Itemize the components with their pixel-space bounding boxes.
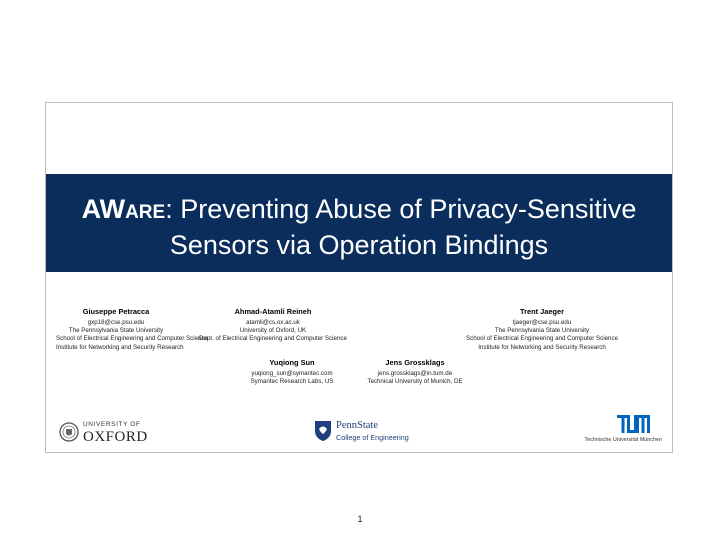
author-affiliation: Institute for Networking and Security Research [56,343,184,351]
author-email: yuqiong_sun@symantec.com [251,370,333,377]
author-email: jens.grossklags@in.tum.de [377,370,453,377]
author-email: atamli@cs.ox.ac.uk [246,319,300,326]
author-affiliation: Technical University of Munich, DE [367,378,463,386]
tum-logo: Technische Universität München [576,415,662,447]
author-grossklags: Jens Grossklags jens.grossklags@in.tum.de Technical University of Munich, DE [355,358,475,386]
oxford-crest-icon [59,419,79,445]
pennstate-shield-icon [314,420,332,442]
page-number: 1 [357,514,363,524]
pennstate-logo: PennState College of Engineering [314,419,414,445]
author-affiliation: University of Oxford, UK [239,327,307,335]
author-petracca: Giuseppe Petracca gxp18@cse.psu.edu The Pennsylvania State University School of Electrical Engineering and Computer Science Institute for Networking and Security Research [56,307,209,351]
title-banner [46,174,672,272]
author-email: tjaeger@cse.psu.edu [512,319,572,326]
title-line2: Sensors via Operation Bindings [169,230,549,260]
author-sun: Yuqiong Sun yuqiong_sun@symantec.com Symantec Research Labs, US [232,358,352,386]
author-affiliation: Symantec Research Labs, US [250,378,334,386]
author-affiliation: Institute for Networking and Security Research [478,343,606,351]
author-affiliation: The Pennsylvania State University [494,327,590,335]
slide-title [46,174,672,262]
author-affiliation: The Pennsylvania State University [68,327,164,335]
oxford-logo: UNIVERSITY OF OXFORD [59,419,151,447]
author-affiliation: Dept. of Electrical Engineering and Computer Science [199,335,347,343]
title-line1: : Preventing Abuse of Privacy-Sensitive [165,194,637,224]
tum-mark-icon [617,415,650,433]
author-reineh: Ahmad-Atamli Reineh atamli@cs.ox.ac.uk University of Oxford, UK Dept. of Electrical Engineering and Computer Science [193,307,353,344]
author-affiliation: School of Electrical Engineering and Computer Science [465,335,619,343]
brand-name: AWARE [81,194,166,224]
slide [45,102,673,453]
author-jaeger: Trent Jaeger tjaeger@cse.psu.edu The Pennsylvania State University School of Electrical Engineering and Computer Science Institute for Networking and Security Research [452,307,632,352]
author-affiliation: School of Electrical Engineering and Computer Science [56,335,209,343]
author-email: gxp18@cse.psu.edu [87,319,145,326]
